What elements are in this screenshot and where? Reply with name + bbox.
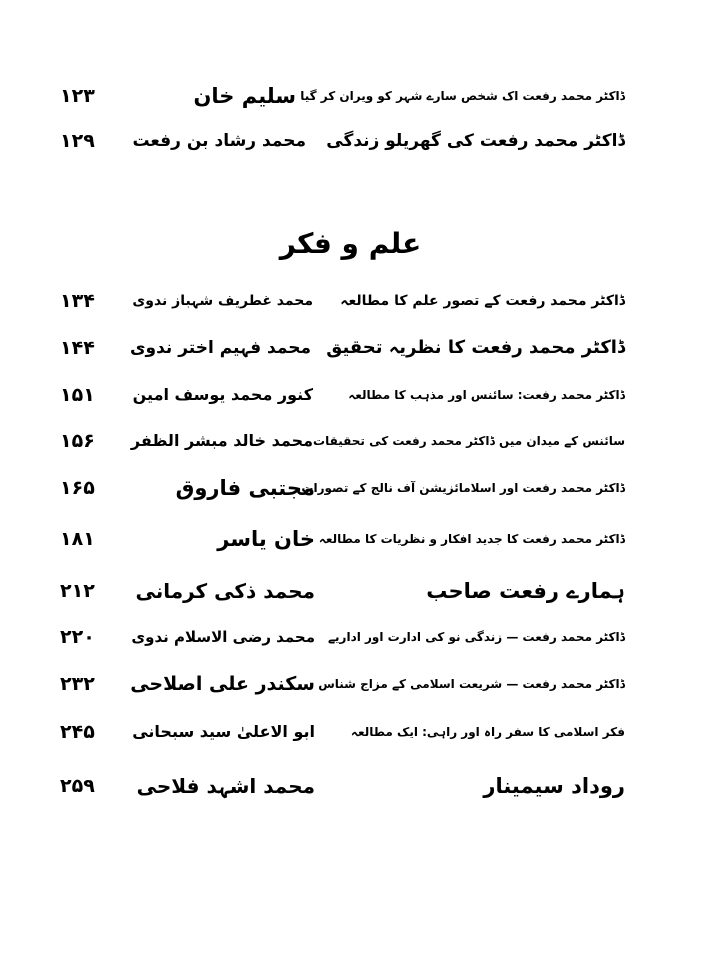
entry-author: سلیم خان [193, 84, 296, 108]
entry-author: محمد اشہد فلاحی [136, 774, 315, 798]
toc-entry [0, 76, 701, 116]
entry-title: ڈاکٹر محمد رفعت اک شخص سارے شہر کو ویران کر گیا [300, 89, 625, 103]
entry-page-number: ۱۳۴ [60, 290, 95, 312]
entry-title: ڈاکٹر محمد رفعت کا نظریہ تحقیق [326, 337, 625, 358]
entry-page-number: ۱۵۱ [60, 384, 95, 406]
entry-title: ڈاکٹر محمد رفعت — شریعت اسلامی کے مزاج شناس [318, 677, 625, 691]
toc-entry [0, 664, 701, 704]
entry-author: محمد رشاد بن رفعت [132, 131, 306, 151]
entry-page-number: ۱۴۴ [60, 337, 95, 359]
entry-title: سائنس کے میدان میں ڈاکٹر محمد رفعت کی تحقیقات [313, 434, 625, 448]
entry-title: ڈاکٹر محمد رفعت کے تصور علم کا مطالعہ [340, 293, 625, 309]
entry-title: ڈاکٹر محمد رفعت کا جدید افکار و نظریات کا مطالعہ [318, 532, 625, 546]
entry-author: محمد غطریف شہباز ندوی [132, 293, 313, 309]
entry-author: سکندر علی اصلاحی [130, 673, 315, 695]
entry-title: ڈاکٹر محمد رفعت کی گھریلو زندگی [326, 131, 625, 151]
entry-page-number: ۲۵۹ [60, 775, 95, 797]
entry-title: ڈاکٹر محمد رفعت: سائنس اور مذہب کا مطالعہ [348, 388, 625, 402]
toc-entry [0, 617, 701, 657]
toc-entry [0, 712, 701, 752]
toc-entry [0, 328, 701, 368]
toc-entry [0, 281, 701, 321]
toc-entry [0, 766, 701, 806]
entry-title: ہمارے رفعت صاحب [426, 579, 625, 603]
entry-page-number: ۱۵۶ [60, 430, 95, 452]
entry-author: کنور محمد یوسف امین [132, 385, 313, 404]
toc-entry [0, 571, 701, 611]
entry-page-number: ۱۲۳ [60, 85, 95, 107]
toc-entry [0, 421, 701, 461]
entry-title: ڈاکٹر محمد رفعت — زندگی نو کی ادارت اور اداریے [328, 630, 625, 644]
entry-page-number: ۲۲۰ [60, 626, 95, 648]
entry-author: محمد خالد مبشر الظفر [130, 431, 313, 450]
entry-title: ڈاکٹر محمد رفعت اور اسلامائزیشن آف نالج کے تصورات [301, 481, 625, 495]
section-heading: علم و فکر [279, 227, 422, 260]
entry-page-number: ۲۱۲ [60, 580, 95, 602]
entry-author: محمد ذکی کرمانی [135, 579, 315, 603]
entry-title: فکر اسلامی کا سفر راہ اور راہی: ایک مطالعہ [350, 725, 625, 739]
entry-author: خان یاسر [217, 527, 315, 551]
entry-title: روداد سیمینار [483, 774, 625, 798]
entry-author: مجتبی فاروق [175, 476, 315, 500]
toc-entry [0, 121, 701, 161]
entry-author: محمد فہیم اختر ندوی [129, 338, 311, 358]
entry-author: ابو الاعلیٰ سید سبحانی [132, 722, 315, 741]
toc-entry [0, 519, 701, 559]
entry-page-number: ۱۸۱ [60, 528, 95, 550]
toc-entry [0, 468, 701, 508]
entry-page-number: ۲۳۲ [60, 673, 95, 695]
entry-page-number: ۱۲۹ [60, 130, 95, 152]
entry-author: محمد رضی الاسلام ندوی [131, 628, 315, 646]
entry-page-number: ۱۶۵ [60, 477, 95, 499]
entry-page-number: ۲۴۵ [60, 721, 95, 743]
toc-entry [0, 375, 701, 415]
